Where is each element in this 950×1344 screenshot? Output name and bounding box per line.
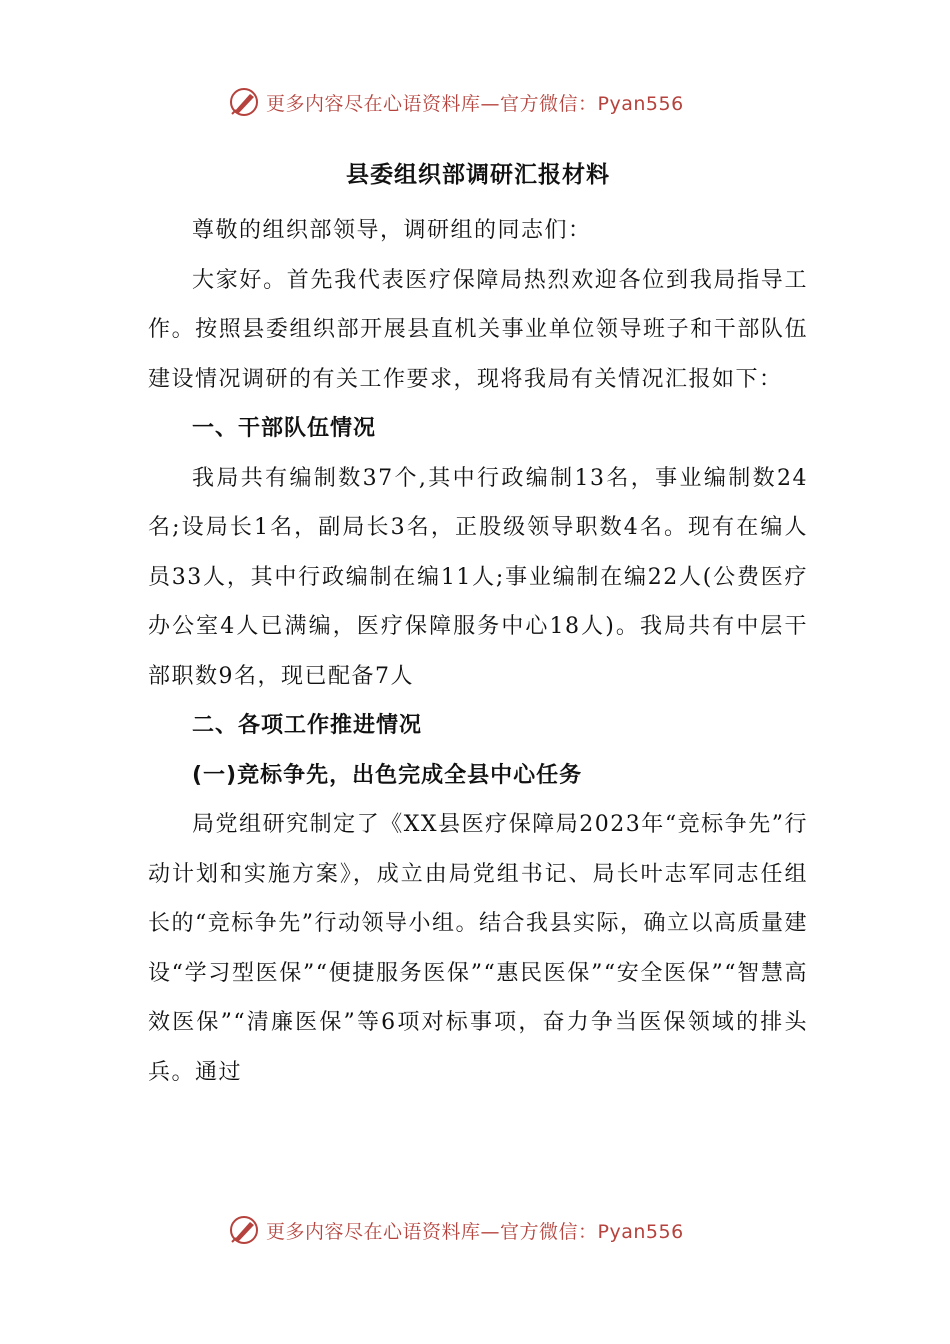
document-body (148, 152, 808, 1097)
watermark-banner-bottom (228, 1210, 748, 1250)
watermark-banner-top (228, 82, 748, 122)
watermark-text: 更多内容尽在心语资料库—官方微信：Pyan556 (266, 1220, 684, 1243)
pen-logo-icon (228, 86, 260, 118)
pen-logo-icon (228, 1214, 260, 1246)
intro-paragraph: 大家好。首先我代表医疗保障局热烈欢迎各位到我局指导工作。按照县委组织部开展县直机关事业单位领导班子和干部队伍建设情况调研的有关工作要求，现将我局有关情况汇报如下： (148, 267, 808, 392)
subsection1-heading: (一)竞标争先，出色完成全县中心任务 (192, 762, 583, 788)
document-title: 县委组织部调研汇报材料 (346, 161, 610, 188)
section2-heading: 二、各项工作推进情况 (192, 713, 423, 738)
wechat-id: Pyan556 (597, 92, 684, 115)
section1-paragraph: 我局共有编制数37个,其中行政编制13名，事业编制数24名;设局长1名，副局长3名，正股级领导职数4名。现有在编人员33人，其中行政编制在编11人;事业编制在编22人(公费医疗办公室4人已满编，医疗保障服务中心18人)。我局共有中层干部职数9名，现已配备7人 (148, 465, 808, 689)
subsection1-paragraph: 局党组研究制定了《XX县医疗保障局2023年“竞标争先”行动计划和实施方案》，成立由局党组书记、局长叶志军同志任组长的“竞标争先”行动领导小组。结合我县实际，确立以高质量建设“学习型医保”“便捷服务医保”“惠民医保”“安全医保”“智慧高效医保”“清廉医保”等6项对标事项，奋力争当医保领域的排头兵。通过 (148, 812, 808, 1085)
salutation: 尊敬的组织部领导，调研组的同志们： (192, 218, 592, 243)
wechat-id: Pyan556 (597, 1220, 684, 1243)
watermark-text: 更多内容尽在心语资料库—官方微信：Pyan556 (266, 92, 684, 115)
section1-heading: 一、干部队伍情况 (192, 416, 377, 441)
